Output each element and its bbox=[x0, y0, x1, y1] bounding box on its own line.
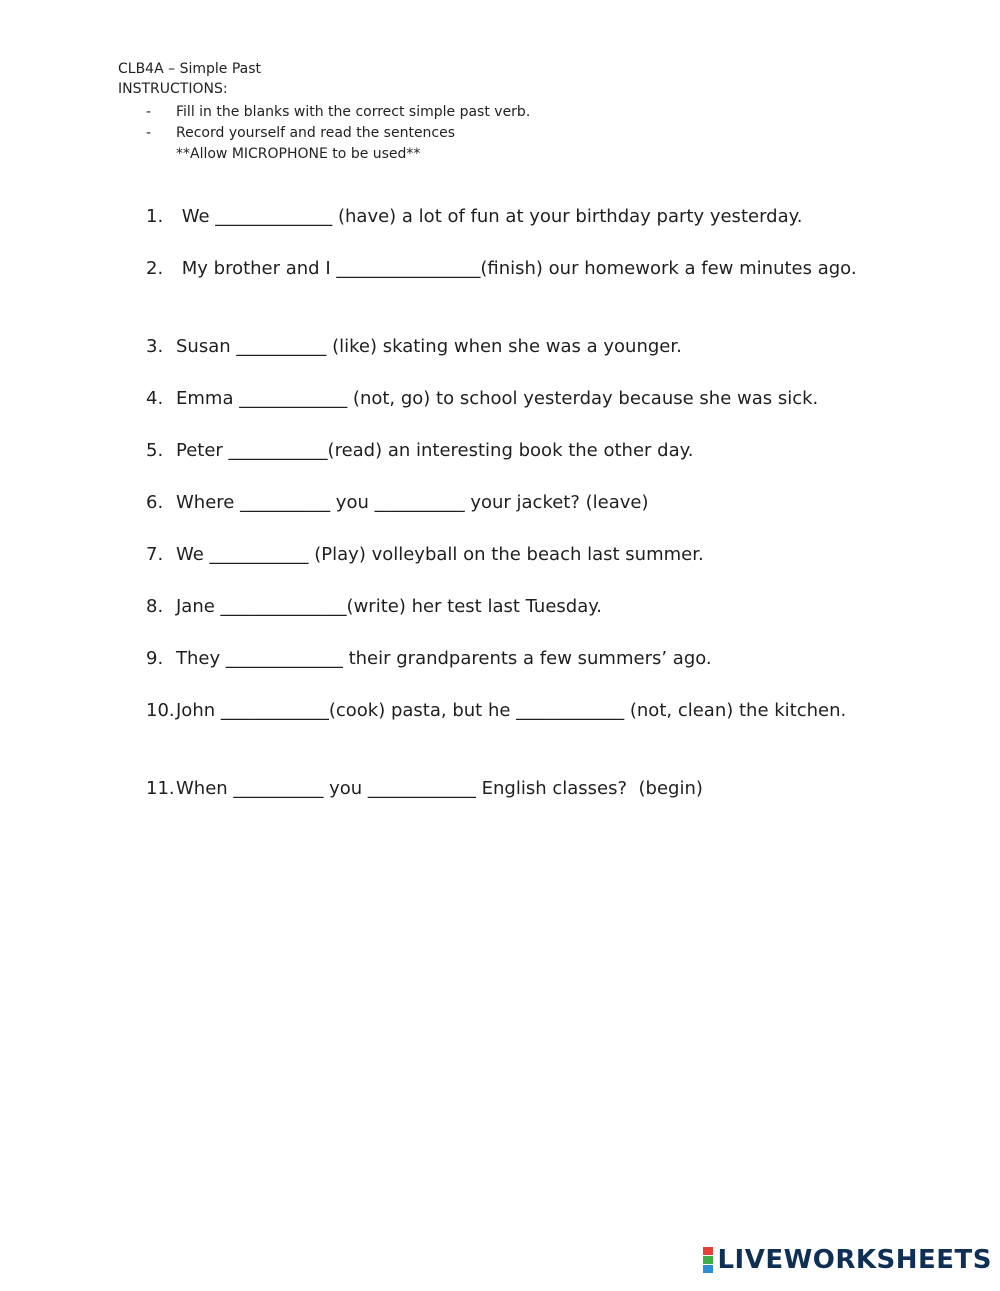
logo-text: LIVEWORKSHEETS bbox=[717, 1245, 992, 1275]
question-text: Peter ___________(read) an interesting book the other day. bbox=[176, 440, 694, 461]
logo-block-green bbox=[703, 1256, 713, 1264]
question-text: When __________ you ____________ English classes? (begin) bbox=[176, 778, 703, 799]
instruction-text: Fill in the blanks with the correct simple past verb. bbox=[176, 104, 531, 120]
question-number: 5. bbox=[146, 440, 164, 461]
question-item bbox=[146, 256, 866, 334]
instruction-dash: - bbox=[146, 104, 152, 120]
worksheet-header bbox=[118, 59, 261, 99]
instruction-dash: - bbox=[146, 125, 152, 141]
question-text: Emma ____________ (not, go) to school yesterday because she was sick. bbox=[176, 388, 819, 409]
question-number: 9. bbox=[146, 648, 164, 669]
question-text: We _____________ (have) a lot of fun at your birthday party yesterday. bbox=[176, 206, 803, 227]
question-number: 7. bbox=[146, 544, 164, 565]
question-list bbox=[146, 204, 866, 828]
question-item bbox=[146, 386, 866, 438]
question-number: 4. bbox=[146, 388, 164, 409]
question-text: My brother and I ________________(finish) our homework a few minutes ago. bbox=[176, 258, 857, 279]
question-text: We ___________ (Play) volleyball on the beach last summer. bbox=[176, 544, 704, 565]
question-item bbox=[146, 334, 866, 386]
question-item bbox=[146, 698, 866, 776]
question-text: Jane ______________(write) her test last Tuesday. bbox=[176, 596, 603, 617]
question-text: Where __________ you __________ your jacket? (leave) bbox=[176, 492, 649, 513]
instruction-item bbox=[146, 123, 530, 144]
worksheet-title: CLB4A – Simple Past bbox=[118, 61, 261, 77]
instructions-label: INSTRUCTIONS: bbox=[118, 81, 228, 97]
logo-block-blue bbox=[703, 1265, 713, 1273]
question-item bbox=[146, 542, 866, 594]
instructions-list bbox=[146, 102, 530, 165]
question-number: 2. bbox=[146, 258, 164, 279]
instruction-item bbox=[146, 102, 530, 123]
question-text: They _____________ their grandparents a few summers’ ago. bbox=[176, 648, 712, 669]
logo-block-red bbox=[703, 1247, 713, 1255]
question-item bbox=[146, 438, 866, 490]
question-item bbox=[146, 594, 866, 646]
question-item bbox=[146, 776, 866, 828]
question-number: 1. bbox=[146, 206, 164, 227]
liveworksheets-logo-icon bbox=[703, 1247, 713, 1273]
question-item bbox=[146, 490, 866, 542]
question-item bbox=[146, 204, 866, 256]
question-text: John ____________(cook) pasta, but he ____________ (not, clean) the kitchen. bbox=[176, 700, 847, 721]
question-number: 3. bbox=[146, 336, 164, 357]
liveworksheets-logo[interactable] bbox=[703, 1245, 992, 1275]
question-text: Susan __________ (like) skating when she was a younger. bbox=[176, 336, 682, 357]
question-item bbox=[146, 646, 866, 698]
question-number: 10. bbox=[146, 700, 175, 721]
microphone-note: **Allow MICROPHONE to be used** bbox=[176, 146, 421, 162]
question-number: 6. bbox=[146, 492, 164, 513]
question-number: 11. bbox=[146, 778, 175, 799]
instruction-text: Record yourself and read the sentences bbox=[176, 125, 456, 141]
question-number: 8. bbox=[146, 596, 164, 617]
